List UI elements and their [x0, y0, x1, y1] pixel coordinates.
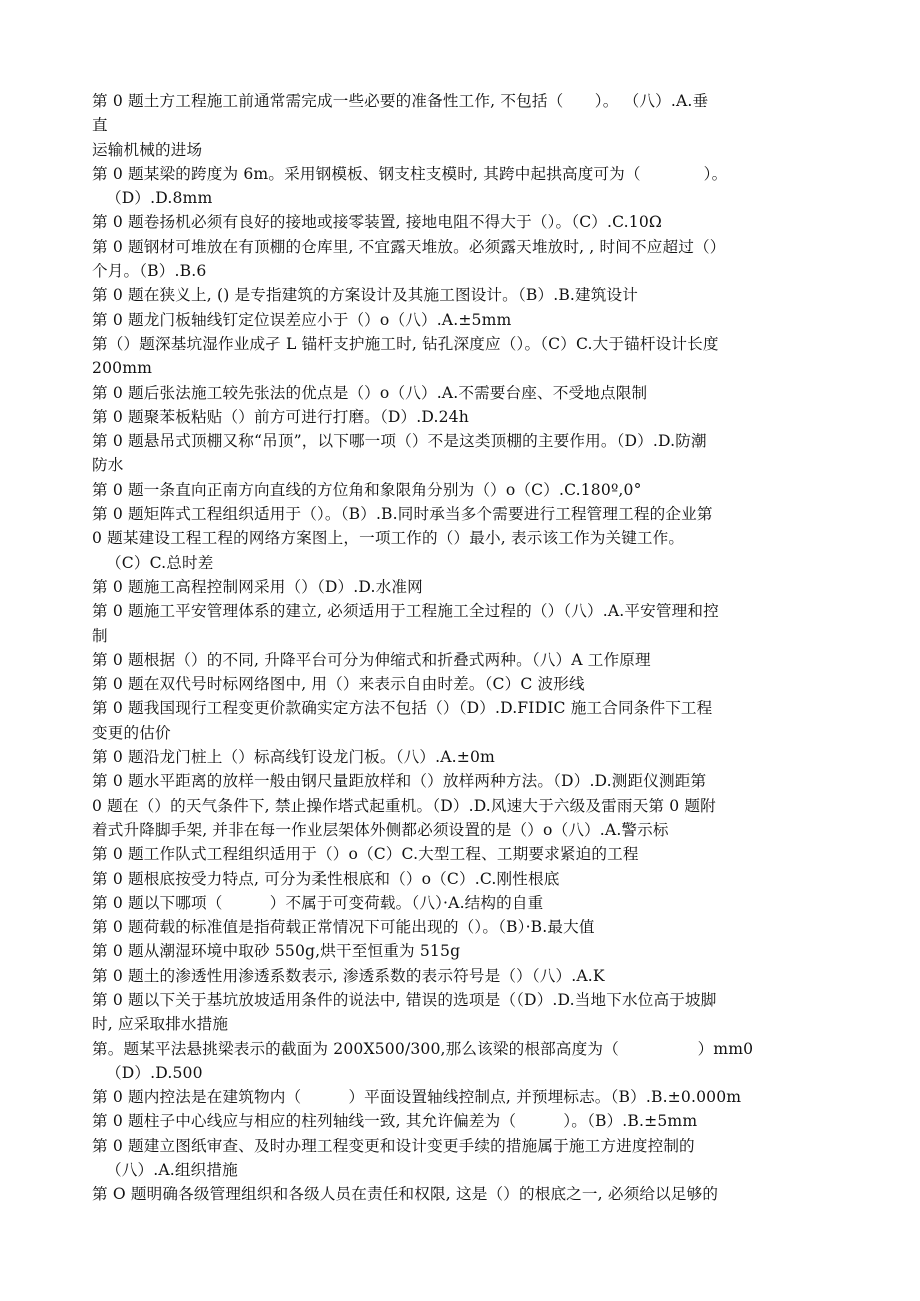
text-line: 第 0 题以下关于基坑放坡适用条件的说法中, 错误的选项是（（D）.D.当地下水位高于坡脚 [92, 990, 717, 1009]
text-line: 第 0 题内控法是在建筑物内（ ）平面设置轴线控制点, 并预埋标志。（B）.B.±0.000m [92, 1088, 742, 1107]
text-line: 第 0 题在狭义上, () 是专指建筑的方案设计及其施工图设计。（B）.B.建筑设计 [92, 286, 639, 305]
text-line: 第 0 题施工平安管理体系的建立, 必须适用于工程施工全过程的（）（八）.A.平安管理和控 [92, 602, 719, 621]
text-line: 第 0 题根据（）的不同, 升降平台可分为伸缩式和折叠式两种。（八）A 工作原理 [92, 650, 651, 669]
text-line: 第 0 题一条直向正南方向直线的方位角和象限角分别为（）o（C）.C.180º,0° [92, 480, 642, 499]
text-line: 0 题在（）的天气条件下, 禁止操作塔式起重机。（D）.D.风速大于六级及雷雨天第 0 题附 [92, 796, 716, 815]
text-line: 制 [92, 626, 108, 645]
text-line: 第 0 题钢材可堆放在有顶棚的仓库里, 不宜露天堆放。必须露天堆放时, , 时间不应超过（） [92, 237, 726, 256]
text-line: 着式升降脚手架, 并非在每一作业层架体外侧都必须设置的是（）o（八）.A.警示标 [92, 820, 669, 839]
text-line: 第 0 题我国现行工程变更价款确实定方法不包括（）（D）.D.FIDIC 施工合同条件下工程 [92, 699, 713, 718]
text-line: 第 0 题某梁的跨度为 6m。采用钢模板、钢支柱支模时, 其跨中起拱高度可为（ ）。 [92, 164, 728, 183]
text-line: （D）.D.8mm [106, 189, 213, 208]
text-line: 时, 应采取排水措施 [92, 1015, 229, 1034]
document-page [92, 89, 832, 1207]
text-line: 运输机械的进场 [92, 140, 203, 159]
text-line: （D）.D.500 [106, 1063, 203, 1082]
text-line: （C）C.总时差 [106, 553, 214, 572]
text-line: 变更的估价 [92, 723, 171, 742]
text-line: 第 0 题建立图纸审查、及时办理工程变更和设计变更手续的措施属于施工方进度控制的 [92, 1136, 695, 1155]
text-line: 第 0 题卷扬机必须有良好的接地或接零装置, 接地电阻不得大于（）。（C）.C.10Ω [92, 213, 662, 232]
text-line: 200mm [92, 359, 153, 378]
text-line: 第 0 题工作队式工程组织适用于（）o（C）C.大型工程、工期要求紧迫的工程 [92, 845, 639, 864]
text-line: 第 0 题后张法施工较先张法的优点是（）o（八）.A.不需要台座、不受地点限制 [92, 383, 648, 402]
text-line: 第 0 题根底按受力特点, 可分为柔性根底和（）o（C）.C.刚性根底 [92, 869, 560, 888]
text-line: （八）.A.组织措施 [106, 1161, 238, 1180]
text-line: 第 0 题施工高程控制网采用（）（D）.D.水准网 [92, 577, 423, 596]
text-line: 第。题某平法悬挑梁表示的截面为 200X500/300,那么该梁的根部高度为（ ）mm0 [92, 1039, 754, 1058]
text-line: 0 题某建设工程工程的网络方案图上，一项工作的（）最小, 表示该工作为关键工作。 [92, 529, 685, 548]
text-line: 第 0 题以下哪项（ ）不属于可变荷载。（八）·A.结构的自重 [92, 893, 544, 912]
text-line: 第 0 题龙门板轴线钉定位误差应小于（）o（八）.A.±5mm [92, 310, 512, 329]
text-line: 第 0 题水平距离的放样一般由钢尺量距放样和（）放样两种方法。（D）.D.测距仪测距第 [92, 772, 707, 791]
text-line: 第 0 题荷载的标准值是指荷载正常情况下可能出现的（）。（B）·B.最大值 [92, 918, 595, 937]
text-line: 第 0 题土的渗透性用渗透系数表示, 渗透系数的表示符号是（）（八）.A.K [92, 966, 605, 985]
text-line: 防水 [92, 456, 124, 475]
text-line: 个月。（B）.B.6 [92, 262, 207, 281]
text-line: 第 O 题明确各级管理组织和各级人员在责任和权限, 这是（）的根底之一, 必须给以足够的 [92, 1185, 719, 1204]
text-line: 第 0 题聚苯板粘贴（）前方可进行打磨。（D）.D.24h [92, 407, 469, 426]
text-line: 第（）题深基坑湿作业成孑 L 锚杆支护施工时, 钻孔深度应（）。（C）C.大于锚杆设计长度 [92, 334, 719, 353]
text-line: 第 0 题从潮湿环境中取砂 550g,烘干至恒重为 515g [92, 942, 461, 961]
text-line: 第 0 题沿龙门桩上（）标高线钉设龙门板。（八）.A.±0m [92, 748, 495, 767]
text-line: 第 0 题悬吊式顶棚又称“吊顶”，以下哪一项（）不是这类顶棚的主要作用。（D）.D.防潮 [92, 432, 707, 451]
text-line: 第 0 题柱子中心线应与相应的柱列轴线一致, 其允许偏差为（ ）。（B）.B.±5mm [92, 1112, 698, 1131]
text-line: 第 0 题在双代号时标网络图中, 用（）来表示自由时差。（C）C 波形线 [92, 675, 585, 694]
text-line: 直 [92, 116, 108, 135]
text-line: 第 0 题土方工程施工前通常需完成一些必要的准备性工作, 不包括（ ）。 （八）.A.垂 [92, 92, 709, 110]
text-line: 第 0 题矩阵式工程组织适用于（）。（B）.B.同时承当多个需要进行工程管理工程的企业第 [92, 505, 713, 524]
